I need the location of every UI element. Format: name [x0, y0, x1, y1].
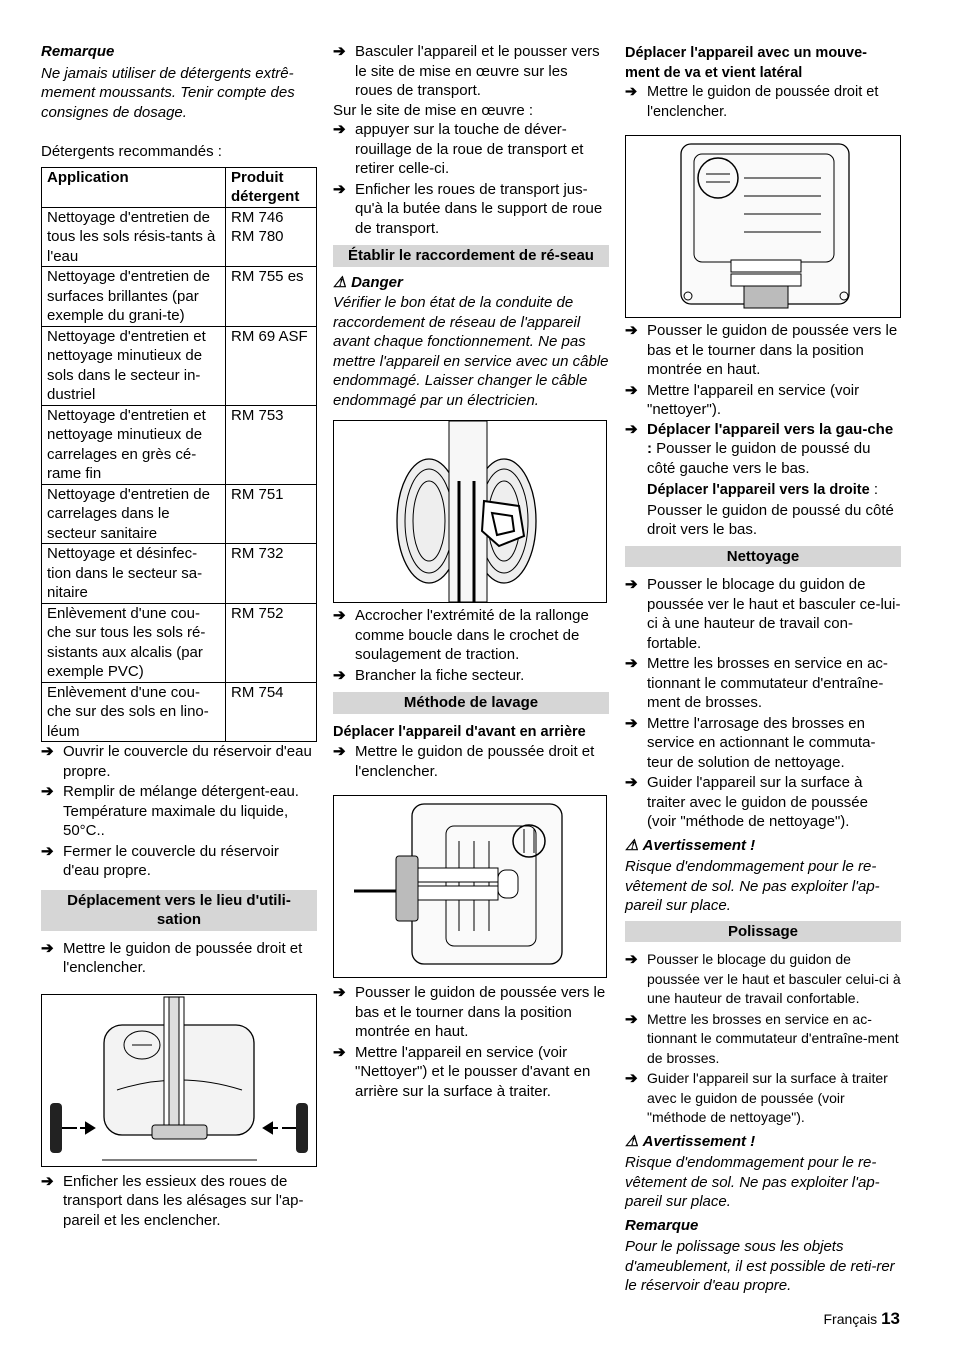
- warning-triangle-icon: ⚠: [625, 836, 639, 854]
- step-text: Accrocher l'extrémité de la rallonge comme boucle dans le crochet de soulagement de traction.: [355, 607, 589, 663]
- list-item: [625, 381, 901, 420]
- step-text: Basculer l'appareil et le pousser vers le site de mise en œuvre sur les roues de transport.: [355, 43, 600, 99]
- column-3: [625, 42, 901, 1296]
- footer-language: Français: [823, 1311, 878, 1327]
- list-item: [625, 83, 901, 122]
- page-footer: [824, 1309, 901, 1330]
- arrow-right-icon: ➔: [333, 1043, 346, 1061]
- list-item: [625, 714, 901, 773]
- warning2-title: Avertissement !: [642, 1132, 756, 1150]
- step-text: Mettre l'arrosage des brosses en service en actionnant le commuta-teur de solution de nettoyage.: [647, 714, 876, 771]
- step-text: Ouvrir le couvercle du réservoir d'eau propre.: [63, 743, 312, 780]
- cell-product: RM 751: [226, 484, 317, 544]
- arrow-right-icon: ➔: [625, 1010, 638, 1028]
- arrow-right-icon: ➔: [41, 1172, 54, 1190]
- steps-fill-tank: [41, 742, 317, 881]
- cell-product: RM 753: [226, 405, 317, 484]
- move-left-label: Déplacer l'appareil vers la gau-che :: [647, 420, 894, 457]
- column-1: [41, 42, 317, 1230]
- figure-transport-axles: [41, 994, 317, 1167]
- transport-axles-illustration: [42, 995, 316, 1166]
- warning1-heading: [625, 836, 901, 856]
- danger-text: Vérifier le bon état de la conduite de raccordement de réseau de l'appareil avant chaque fonctionnement. Ne pas mettre l'appareil en service avec un câble endommagé. Laisser changer le câble endommagé par un électricien.: [333, 294, 609, 409]
- list-item: [41, 1172, 317, 1231]
- on-site-label: Sur le site de mise en œuvre :: [333, 101, 534, 119]
- header-product: Produit détergent: [226, 167, 317, 207]
- list-item: [41, 742, 317, 781]
- section-polishing: Polissage: [625, 921, 901, 943]
- steps-tilt-push: [333, 42, 609, 101]
- warning2-text: Risque d'endommagement pour le re-vêtement de sol. Ne pas exploiter l'ap-pareil sur place.: [625, 1154, 880, 1210]
- arrow-right-icon: ➔: [625, 774, 638, 791]
- table-row: [42, 207, 317, 267]
- step-text: Pousser le blocage du guidon de poussée ver le haut et basculer ce-lui-ci à une hauteur de travail con-fortable.: [647, 576, 901, 652]
- arrow-right-icon: ➔: [625, 84, 638, 100]
- list-item: [625, 950, 901, 1009]
- header-application: Application: [42, 167, 226, 207]
- remark-title: Remarque: [41, 43, 115, 60]
- section-cleaning: Nettoyage: [625, 546, 901, 568]
- handle-forward-illustration: [334, 796, 606, 977]
- move-right-text: : Pousser le guidon de poussé du côté droit vers le bas.: [647, 481, 894, 538]
- move-left-text: Pousser le guidon de poussé du côté gauche vers le bas.: [647, 440, 871, 477]
- arrow-right-icon: ➔: [41, 842, 54, 860]
- cell-product: RM 69 ASF: [226, 326, 317, 405]
- list-item: [625, 1069, 901, 1128]
- step-text: Remplir de mélange détergent-eau. Température maximale du liquide, 50°C..: [63, 783, 299, 839]
- arrow-right-icon: ➔: [41, 939, 54, 957]
- steps-cleaning: [625, 575, 901, 832]
- step-text: Mettre les brosses en service en ac-tionnant le commutateur d'entraîne-ment de brosses.: [647, 655, 888, 711]
- list-item: [333, 1043, 609, 1102]
- step-text: Guider l'appareil sur la surface à traiter avec le guidon de poussée (voir "méthode de nettoyage").: [647, 1070, 888, 1125]
- cell-application: Enlèvement d'une cou-che sur tous les sols ré-sistants aux alcalis (par exemple PVC): [42, 603, 226, 682]
- arrow-right-icon: ➔: [625, 714, 638, 732]
- list-item: [625, 321, 901, 380]
- list-item: [333, 983, 609, 1042]
- arrow-right-icon: ➔: [625, 420, 638, 438]
- list-item: [625, 575, 901, 653]
- step-text: Mettre le guidon de poussée droit et l'enclencher.: [355, 743, 595, 780]
- column-2: [333, 42, 609, 1101]
- handle-lateral-illustration: [626, 136, 900, 317]
- table-row: [42, 267, 317, 327]
- move-right-block: [625, 480, 901, 540]
- step-text: Mettre l'appareil en service (voir "Nettoyer") et le pousser d'avant en arrière sur la surface à traiter.: [355, 1043, 591, 1100]
- remark2-text: Pour le polissage sous les objets d'ameublement, il est possible de reti-rer le réservoir d'eau propre.: [625, 1238, 895, 1294]
- cell-product: RM 732: [226, 544, 317, 604]
- cell-product: RM 746 RM 780: [226, 207, 317, 267]
- cell-application: Nettoyage d'entretien et nettoyage minutieux de sols dans le secteur in-dustriel: [42, 326, 226, 405]
- table-row: [42, 682, 317, 742]
- figure-handle-lateral: [625, 135, 901, 318]
- cell-product: RM 754: [226, 682, 317, 742]
- arrow-right-icon: ➔: [625, 322, 638, 339]
- steps-handle-upright-2: [333, 742, 609, 781]
- list-item: [625, 1010, 901, 1069]
- step-text: Pousser le guidon de poussée vers le bas et le tourner dans la position montrée en haut.: [647, 322, 898, 378]
- step-text: Brancher la fiche secteur.: [355, 666, 525, 684]
- cell-product: RM 755 es: [226, 267, 317, 327]
- table-row: [42, 405, 317, 484]
- step-text: Mettre le guidon de poussée droit et l'enclencher.: [63, 939, 303, 976]
- step-text: Mettre les brosses en service en ac-tionnant le commutateur d'entraîne-ment de brosses.: [647, 1010, 899, 1066]
- list-item: [41, 842, 317, 881]
- cable-hook-illustration: [334, 421, 606, 602]
- remark2-title: Remarque: [625, 1216, 699, 1234]
- warning-triangle-icon: ⚠: [333, 273, 347, 291]
- section-move-to-site: Déplacement vers le lieu d'utili-sation: [41, 890, 317, 931]
- arrow-right-icon: ➔: [333, 666, 346, 684]
- arrow-right-icon: ➔: [41, 783, 54, 800]
- arrow-right-icon: ➔: [41, 743, 54, 760]
- list-item: [333, 120, 609, 179]
- arrow-right-icon: ➔: [333, 607, 346, 624]
- step-text: Enficher les essieux des roues de transport dans les alésages sur l'ap-pareil et les enclencher.: [63, 1172, 304, 1229]
- step-text: appuyer sur la touche de déver-rouillage de la roue de transport et retirer celle-ci.: [355, 121, 584, 177]
- arrow-right-icon: ➔: [333, 180, 346, 198]
- table-row: [42, 544, 317, 604]
- list-item: [333, 666, 609, 686]
- warning-triangle-icon: ⚠: [625, 1132, 639, 1150]
- step-text: Fermer le couvercle du réservoir d'eau propre.: [63, 842, 279, 879]
- danger-heading: [333, 273, 609, 293]
- arrow-right-icon: ➔: [625, 1070, 638, 1087]
- list-item: [333, 42, 609, 101]
- arrow-right-icon: ➔: [333, 743, 346, 760]
- cell-application: Nettoyage d'entretien de surfaces brillantes (par exemple du grani-te): [42, 267, 226, 327]
- steps-extension-cable: [333, 606, 609, 685]
- arrow-right-icon: ➔: [333, 984, 346, 1001]
- steps-on-site: [333, 120, 609, 238]
- list-item: [333, 742, 609, 781]
- remark-text: Ne jamais utiliser de détergents extrê-mement moussants. Tenir compte des consignes de dosage.: [41, 64, 295, 121]
- steps-operate-forward: [333, 983, 609, 1101]
- list-item: [333, 180, 609, 239]
- arrow-right-icon: ➔: [625, 576, 638, 593]
- steps-polishing: [625, 950, 901, 1128]
- arrow-right-icon: ➔: [333, 121, 346, 138]
- warning1-text: Risque d'endommagement pour le re-vêtement de sol. Ne pas exploiter l'ap-pareil sur place.: [625, 858, 880, 914]
- table-row: [42, 484, 317, 544]
- cell-product: RM 752: [226, 603, 317, 682]
- detergent-table: [41, 167, 317, 743]
- step-move-left: [625, 420, 901, 479]
- figure-handle-forward: [333, 795, 607, 978]
- list-item: [333, 606, 609, 665]
- arrow-right-icon: ➔: [625, 655, 638, 672]
- steps-handle-upright: [41, 939, 317, 978]
- subheading-forward-back: Déplacer l'appareil d'avant en arrière: [333, 723, 586, 740]
- steps-lateral: [625, 321, 901, 420]
- table-header-row: [42, 167, 317, 207]
- list-item: [625, 654, 901, 713]
- step-text: Enficher les roues de transport jus-qu'à la butée dans le support de roue de transport.: [355, 180, 603, 237]
- danger-title: Danger: [351, 273, 403, 291]
- cell-application: Nettoyage d'entretien et nettoyage minutieux de carrelages en grès cé-rame fin: [42, 405, 226, 484]
- warning1-title: Avertissement !: [642, 836, 756, 854]
- list-item: [625, 773, 901, 832]
- arrow-right-icon: ➔: [625, 951, 638, 968]
- list-item: [41, 782, 317, 841]
- step-text: Mettre l'appareil en service (voir "nettoyer").: [647, 381, 860, 418]
- arrow-right-icon: ➔: [333, 43, 346, 60]
- section-mains-connection: Établir le raccordement de ré-seau: [333, 245, 609, 267]
- cell-application: Nettoyage d'entretien de tous les sols résis-tants à l'eau: [42, 207, 226, 267]
- list-item: [41, 939, 317, 978]
- move-right-label: Déplacer l'appareil vers la droite: [647, 482, 870, 498]
- cell-application: Nettoyage d'entretien de carrelages dans le secteur sanitaire: [42, 484, 226, 544]
- warning2-heading: [625, 1132, 901, 1152]
- step-text: Pousser le guidon de poussée vers le bas et le tourner dans la position montrée en haut.: [355, 984, 606, 1040]
- cell-application: Nettoyage et désinfec-tion dans le secteur sa-nitaire: [42, 544, 226, 604]
- cell-application: Enlèvement d'une cou-che sur des sols en lino-léum: [42, 682, 226, 742]
- detergents-intro: Détergents recommandés :: [41, 143, 222, 160]
- figure-cable-hook: [333, 420, 607, 603]
- page-number: 13: [881, 1309, 900, 1328]
- steps-insert-axles: [41, 1172, 317, 1231]
- step-text: Pousser le blocage du guidon de poussée ver le haut et basculer celui-ci à une hauteur de travail confortable.: [647, 951, 901, 1006]
- step-text: Mettre le guidon de poussée droit et l'enclencher.: [647, 84, 879, 120]
- section-washing-method: Méthode de lavage: [333, 692, 609, 714]
- subheading-lateral: Déplacer l'appareil avec un mouve-ment de va et vient latéral: [625, 45, 867, 81]
- table-row: [42, 326, 317, 405]
- table-row: [42, 603, 317, 682]
- steps-handle-upright-3: [625, 83, 901, 122]
- arrow-right-icon: ➔: [625, 381, 638, 399]
- step-text: Guider l'appareil sur la surface à traiter avec le guidon de poussée (voir "méthode de nettoyage").: [647, 774, 868, 830]
